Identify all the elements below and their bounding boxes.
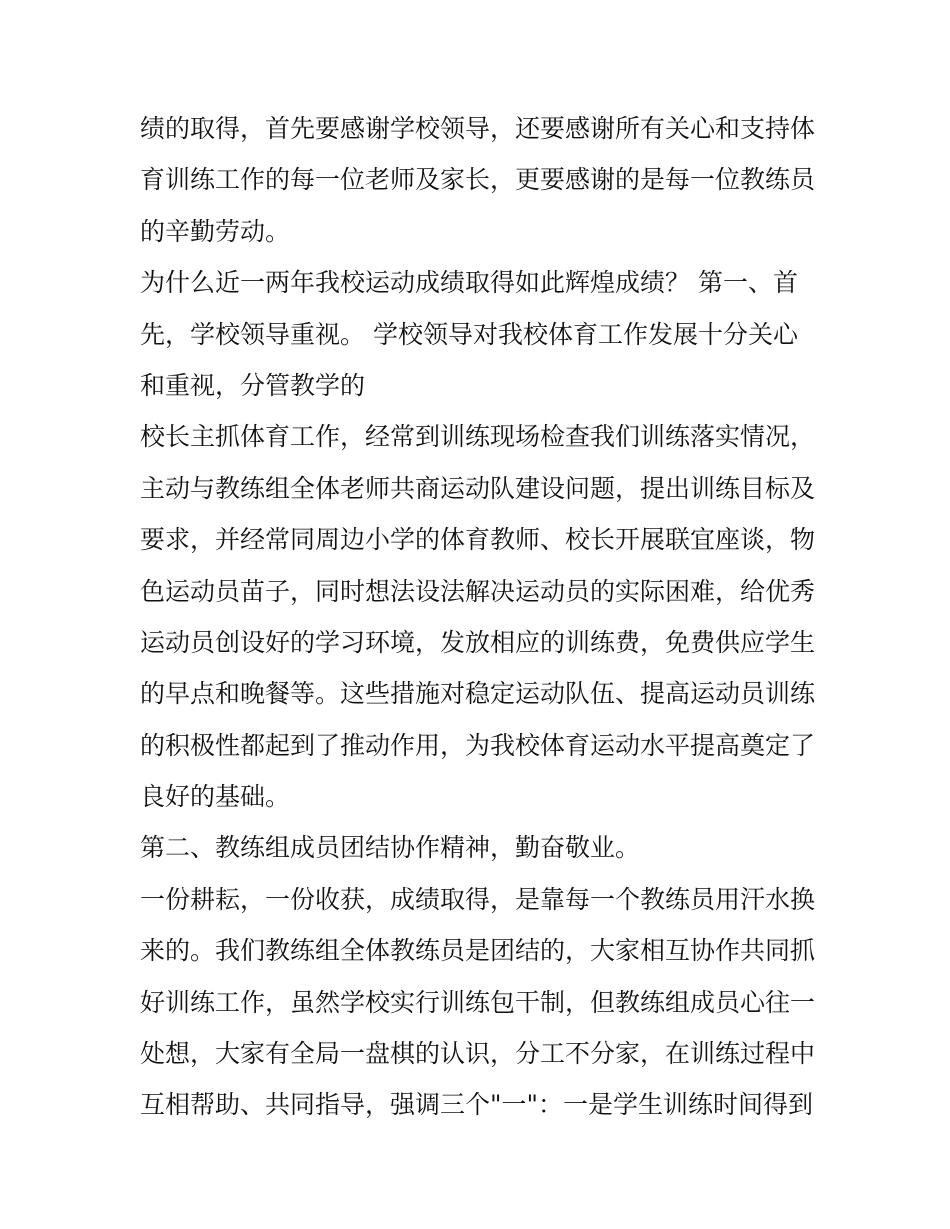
text-line: 的积极性都起到了推动作用，为我校体育运动水平提高奠定了 [140, 730, 816, 760]
text-line: 一份耕耘，一份收获，成绩取得，是靠每一个教练员用汗水换 [140, 884, 816, 914]
text-line: 要求，并经常同周边小学的体育教师、校长开展联宜座谈，物 [140, 525, 816, 555]
document-body [140, 103, 816, 1131]
text-line: 主动与教练组全体老师共商运动队建设问题，提出训练目标及 [140, 473, 816, 503]
text-line: 第二、教练组成员团结协作精神，勤奋敬业。 [140, 833, 641, 863]
text-line: 校长主抓体育工作，经常到训练现场检查我们训练落实情况， [140, 422, 816, 452]
text-line: 的辛勤劳动。 [140, 216, 291, 246]
paragraph-coaching-teamwork [140, 874, 816, 1131]
text-line: 为什么近一两年我校运动成绩取得如此辉煌成绩？ 第一、首 [140, 268, 798, 298]
text-line: 处想，大家有全局一盘棋的认识，分工不分家，在训练过程中 [140, 1039, 816, 1069]
paragraph-acknowledgement [140, 103, 816, 257]
text-line: 好训练工作，虽然学校实行训练包干制，但教练组成员心往一 [140, 987, 816, 1017]
text-line: 互相帮助、共同指导，强调三个"一"：一是学生训练时间得到 [140, 1090, 814, 1120]
text-line: 先，学校领导重视。 学校领导对我校体育工作发展十分关心 [140, 319, 798, 349]
text-line: 来的。我们教练组全体教练员是团结的，大家相互协作共同抓 [140, 936, 816, 966]
paragraph-principal-support [140, 411, 816, 822]
text-line: 和重视，分管教学的 [140, 370, 366, 400]
paragraph-second-point-heading [140, 822, 816, 873]
text-line: 色运动员苗子，同时想法设法解决运动员的实际困难，给优秀 [140, 576, 816, 606]
text-line: 良好的基础。 [140, 782, 291, 812]
text-line: 运动员创设好的学习环境，发放相应的训练费，免费供应学生 [140, 627, 816, 657]
text-line: 绩的取得，首先要感谢学校领导，还要感谢所有关心和支持体 [140, 114, 816, 143]
text-line: 的早点和晚餐等。这些措施对稳定运动队伍、提高运动员训练 [140, 679, 816, 709]
paragraph-question-first-point [140, 257, 816, 411]
text-line: 育训练工作的每一位老师及家长，更要感谢的是每一位教练员 [140, 165, 816, 195]
